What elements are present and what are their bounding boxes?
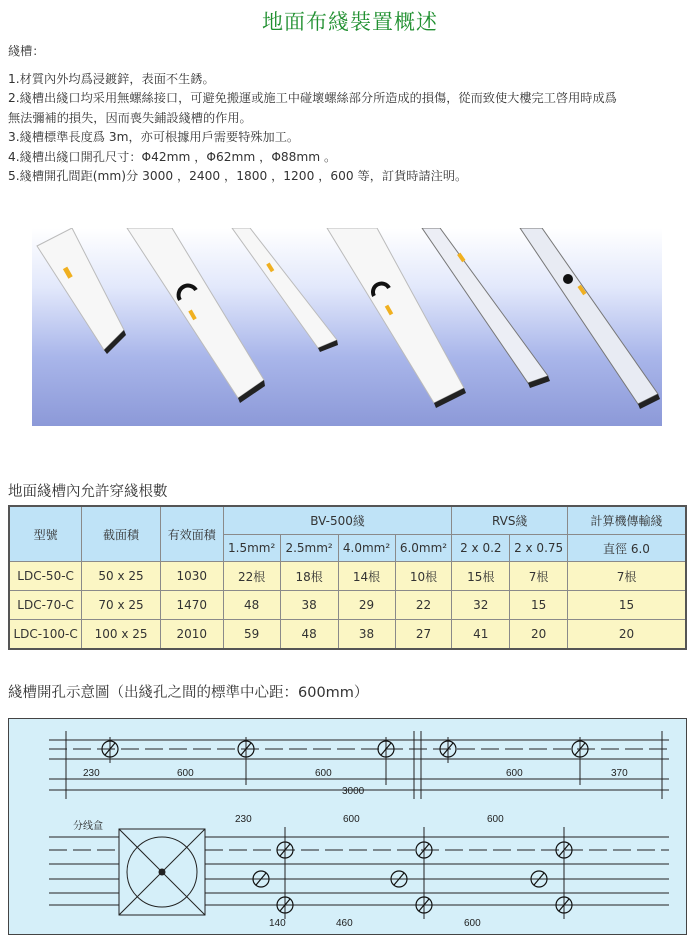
cell-bv: 48 [223,591,280,620]
header-section: 截面積 [82,506,161,562]
header-model: 型號 [9,506,82,562]
cell-bv: 22根 [223,562,280,591]
cell-model: LDC-50-C [9,562,82,591]
cell-bv: 14根 [338,562,395,591]
table-header-row [9,506,686,535]
header-bv: BV-500綫 [223,506,452,535]
trunking-strip-3 [232,228,338,352]
bottom-trunking-lines [49,827,669,919]
dim-label: 230 [83,768,100,779]
note-item: 3.綫槽標準長度爲 3m，亦可根據用戶需要特殊加工。 [8,130,300,144]
junction-box [119,829,205,915]
table-row [9,591,686,620]
junction-box-label: 分线盒 [73,821,103,832]
note-item: 無法彌補的損失，因而喪失鋪設綫槽的作用。 [8,110,252,125]
cell-model: LDC-100-C [9,620,82,650]
dim-label: 600 [315,768,332,779]
cell-section: 50 x 25 [82,562,161,591]
table-row [9,562,686,591]
total-length-label: 3000 [342,786,365,797]
table-row [9,620,686,650]
notes-section [8,42,696,187]
cell-computer: 15 [568,591,686,620]
header-rvs-size: 2 x 0.2 [452,535,510,562]
hole-layout-drawing [9,719,686,934]
page-title: 地面布綫裝置概述 [262,10,438,34]
dim-label: 370 [611,768,628,779]
cell-section: 70 x 25 [82,591,161,620]
trunking-photo [32,228,662,426]
cell-section: 100 x 25 [82,620,161,650]
dim-label: 600 [506,768,523,779]
cell-computer: 7根 [568,562,686,591]
cell-bv: 22 [395,591,452,620]
cell-bv: 38 [338,620,395,650]
trunking-strip-1 [37,228,126,354]
hole-layout-diagram [8,718,687,935]
dim-label: 600 [487,814,504,825]
cell-rvs: 32 [452,591,510,620]
dim-label: 600 [177,768,194,779]
cell-bv: 59 [223,620,280,650]
header-bv-size: 6.0mm² [395,535,452,562]
cell-effective: 2010 [160,620,223,650]
cell-effective: 1030 [160,562,223,591]
header-bv-size: 4.0mm² [338,535,395,562]
dim-label: 600 [464,918,481,929]
cell-rvs: 7根 [510,562,568,591]
cell-rvs: 15 [510,591,568,620]
trunking-strip-2 [127,228,265,403]
header-effective: 有效面積 [160,506,223,562]
cell-bv: 10根 [395,562,452,591]
cell-bv: 29 [338,591,395,620]
cell-rvs: 41 [452,620,510,650]
table-title: 地面綫槽內允許穿綫根數 [8,484,168,500]
header-rvs-size: 2 x 0.75 [510,535,568,562]
note-item: 5.綫槽開孔間距(mm)分 3000 ，2400 ，1800 ，1200 ，600 等，訂貨時請注明。 [8,169,468,183]
dim-label: 140 [269,918,286,929]
dim-label: 230 [235,814,252,825]
cell-bv: 38 [280,591,338,620]
header-bv-size: 1.5mm² [223,535,280,562]
note-item: 2.綫槽出綫口均采用無螺絲接口，可避免搬運或施工中碰壞螺絲部分所造成的損傷，從而致使大樓完工啓用時成爲 [8,91,617,105]
cell-bv: 27 [395,620,452,650]
dim-label: 600 [343,814,360,825]
cell-model: LDC-70-C [9,591,82,620]
header-rvs: RVS綫 [452,506,568,535]
note-item: 4.綫槽出綫口開孔尺寸：Φ42mm ，Φ62mm ，Φ88mm 。 [8,149,337,164]
note-item: 1.材質內外均爲浸鍍鋅，表面不生銹。 [8,71,215,86]
cell-rvs: 15根 [452,562,510,591]
trunking-illustration [32,228,662,426]
cell-bv: 18根 [280,562,338,591]
dim-label: 460 [336,918,353,929]
diagram-title: 綫槽開孔示意圖（出綫孔之間的標準中心距：600mm） [8,685,369,701]
header-computer-size: 直徑 6.0 [568,535,686,562]
header-bv-size: 2.5mm² [280,535,338,562]
header-computer: 計算機傳輸綫 [568,506,686,535]
cell-rvs: 20 [510,620,568,650]
cell-bv: 48 [280,620,338,650]
wire-capacity-table [8,505,687,650]
cell-effective: 1470 [160,591,223,620]
cell-computer: 20 [568,620,686,650]
notes-heading: 綫槽： [8,44,45,58]
